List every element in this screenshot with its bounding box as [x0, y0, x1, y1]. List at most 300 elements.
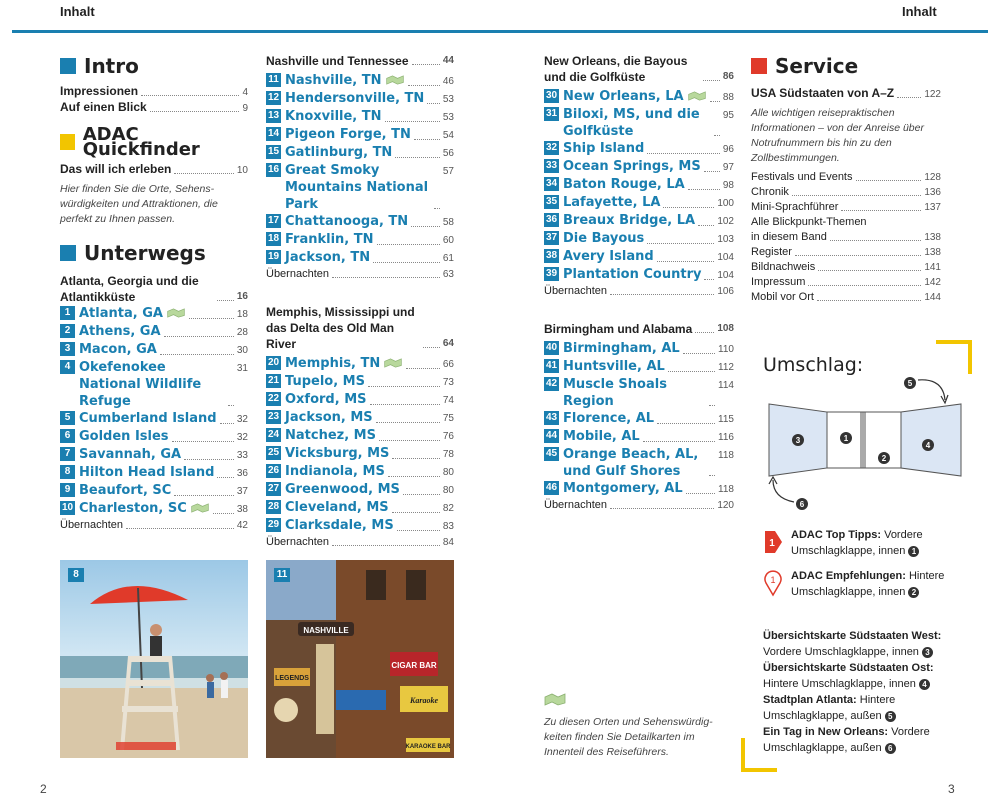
leader-dots [392, 458, 439, 459]
toc-entry[interactable] [266, 249, 454, 267]
toc-entry[interactable] [266, 90, 454, 108]
map-legend-item [763, 724, 963, 756]
toc-page: 66 [442, 359, 454, 370]
entry-number: 31 [545, 108, 558, 119]
toc-row[interactable] [751, 200, 941, 215]
toc-page: 28 [236, 327, 248, 338]
entry-name-text: Cleveland, MS [285, 500, 389, 515]
entry-name [285, 213, 408, 230]
leader-dots [408, 85, 440, 86]
toc-row[interactable] [266, 535, 454, 550]
entry-number: 17 [267, 215, 280, 226]
entry-name-text: Pigeon Forge, TN [285, 127, 411, 142]
leader-dots [332, 277, 440, 278]
toc-entry[interactable] [266, 445, 454, 463]
toc-page: 138 [924, 232, 941, 243]
toc-entry[interactable] [266, 355, 454, 373]
entry-number: 38 [545, 250, 558, 261]
toc-row[interactable] [60, 100, 248, 116]
leader-dots [710, 101, 720, 102]
toc-row[interactable] [751, 245, 941, 260]
entry-number: 36 [545, 214, 558, 225]
toc-entry[interactable] [544, 158, 734, 176]
leader-dots [647, 243, 714, 244]
toc-entry[interactable] [544, 106, 734, 140]
toc-page: 114 [718, 380, 734, 391]
toc-page: 95 [722, 110, 734, 121]
toc-entry[interactable] [60, 359, 248, 410]
entry-number: 7 [60, 447, 75, 461]
toc-label: Bildnachweis [751, 261, 816, 273]
leader-dots [714, 135, 720, 136]
section-marker-icon [60, 134, 75, 150]
toc-page: 88 [722, 92, 734, 103]
entry-name-text: Athens, GA [79, 324, 161, 339]
toc-page: 74 [442, 395, 454, 406]
entry-number: 10 [61, 502, 74, 513]
entry-number: 46 [545, 482, 558, 493]
umschlag-title: Umschlag: [763, 354, 864, 376]
entry-name-text: Franklin, TN [285, 232, 374, 247]
leader-dots [709, 405, 715, 406]
legend-text: Vordere Umschlagklappe, innen [763, 646, 919, 658]
entry-name [285, 499, 389, 516]
entry-name-text: Muscle Shoals Region [563, 377, 667, 409]
entry-name [285, 162, 431, 213]
entry-number: 3 [60, 342, 75, 356]
entry-number: 43 [545, 412, 558, 423]
toc-entry[interactable] [266, 373, 454, 391]
leader-dots [657, 261, 715, 262]
region-heading[interactable] [60, 273, 248, 305]
toc-entry[interactable] [60, 323, 248, 341]
toc-page: 75 [442, 413, 454, 424]
toc-entry[interactable] [544, 446, 734, 480]
section-marker-icon [751, 58, 767, 74]
entry-number: 25 [267, 447, 280, 458]
toc-page: 53 [442, 112, 454, 123]
toc-entry[interactable] [266, 231, 454, 249]
top-tipp-icon [763, 529, 783, 555]
entry-name [563, 410, 654, 427]
legend-bold: Übersichtskarte Südstaaten West: [763, 630, 942, 642]
entry-name-text: Natchez, MS [285, 428, 376, 443]
entry-name-text: Orange Beach, AL, und Gulf Shores [563, 447, 699, 479]
toc-page: 56 [442, 148, 454, 159]
entry-number: 35 [545, 196, 558, 207]
entry-name [79, 446, 181, 463]
toc-page: 83 [442, 521, 454, 532]
toc-entry[interactable] [266, 481, 454, 499]
toc-page: 96 [722, 144, 734, 155]
sign-legends: LEGENDS [275, 675, 309, 682]
toc-entry[interactable] [544, 176, 734, 194]
entry-number: 41 [545, 360, 558, 371]
entry-name-text: Beaufort, SC [79, 483, 172, 498]
legend-text: Vordere Umschlagklappe, innen [791, 529, 923, 557]
toc-entry[interactable] [266, 517, 454, 535]
entry-name-text: Huntsville, AL [563, 359, 665, 374]
entry-number: 5 [60, 411, 75, 425]
legend-num: 6 [885, 743, 896, 754]
leader-dots [688, 189, 720, 190]
toc-entry[interactable] [544, 194, 734, 212]
entry-name-text: Lafayette, LA [563, 195, 661, 210]
toc-entry[interactable] [266, 213, 454, 231]
toc-entry[interactable] [544, 358, 734, 376]
toc-row[interactable] [60, 518, 248, 533]
toc-page: 97 [722, 162, 734, 173]
sign-cigar-bar: CIGAR BAR [391, 661, 437, 670]
leader-dots [189, 318, 234, 319]
leader-dots [808, 285, 921, 286]
leader-dots [174, 173, 234, 174]
entry-name [285, 90, 424, 107]
toc-entry[interactable] [266, 427, 454, 445]
toc-page: 30 [236, 345, 248, 356]
toc-row[interactable] [751, 185, 941, 200]
toc-page: 136 [924, 187, 941, 198]
entry-name [563, 446, 706, 480]
toc-label: in diesem Band [751, 231, 827, 243]
toc-page: 33 [236, 450, 248, 461]
photo-beach-lifeguard [60, 560, 248, 758]
toc-page: 137 [924, 202, 941, 213]
entry-name-text: Indianola, MS [285, 464, 385, 479]
empfehlung-pin-icon [763, 569, 783, 597]
entry-number: 11 [266, 73, 281, 87]
entry-name [285, 126, 411, 143]
entry-name [285, 72, 405, 89]
entry-name-text: Die Bayous [563, 231, 645, 246]
leader-dots [373, 262, 440, 263]
entry-number: 16 [267, 164, 280, 175]
toc-page: 120 [717, 500, 734, 511]
leader-dots [377, 244, 440, 245]
toc-entry[interactable] [544, 248, 734, 266]
entry-name [563, 212, 695, 229]
corner-bracket-top [936, 340, 972, 374]
leader-dots [150, 111, 240, 112]
entry-name [285, 427, 376, 444]
leader-dots [427, 103, 440, 104]
leader-dots [414, 139, 440, 140]
section-quickfinder [60, 124, 248, 160]
entry-name-text: Knoxville, TN [285, 109, 382, 124]
entry-number: 8 [60, 465, 75, 479]
leader-dots [423, 347, 440, 348]
toc-page: 78 [442, 449, 454, 460]
section-title: Service [775, 53, 859, 78]
entry-name [79, 428, 169, 445]
entry-number: 14 [267, 128, 280, 139]
toc-page: 104 [717, 270, 734, 281]
toc-page: 128 [924, 172, 941, 183]
toc-row[interactable] [751, 230, 941, 245]
toc-page: 100 [717, 198, 734, 209]
toc-page: 60 [442, 235, 454, 246]
toc-page: 86 [722, 71, 734, 82]
leader-dots [228, 405, 234, 406]
region-label: Birmingham und Alabama [544, 322, 693, 336]
toc-entry[interactable] [266, 162, 454, 213]
legend-bold: Übersichtskarte Südstaaten Ost: [763, 662, 934, 674]
entry-name-text: Avery Island [563, 249, 654, 264]
entry-name [563, 106, 711, 140]
entry-name-text: Mobile, AL [563, 429, 640, 444]
entry-name-text: Jackson, MS [285, 410, 373, 425]
toc-page: 36 [236, 468, 248, 479]
header-rule [12, 30, 988, 33]
column-service [751, 52, 941, 305]
toc-entry[interactable] [544, 88, 734, 106]
entry-number: 23 [267, 411, 280, 422]
toc-row[interactable] [544, 498, 734, 513]
entry-name [563, 88, 707, 105]
quickfinder-description: Hier finden Sie die Orte, Sehens-würdigkeiten und Attraktionen, die perfekt zu Ihnen passen. [60, 183, 218, 225]
toc-page: 138 [924, 247, 941, 258]
toc-entry[interactable] [266, 108, 454, 126]
leader-dots [647, 153, 720, 154]
legend-bold: Ein Tag in New Orleans: [763, 726, 889, 738]
entry-name-text: Plantation Country [563, 267, 702, 282]
toc-entry[interactable] [60, 446, 248, 464]
toc-entry[interactable] [266, 499, 454, 517]
toc-entry[interactable] [60, 482, 248, 500]
leader-dots [434, 208, 440, 209]
toc-entry[interactable] [544, 230, 734, 248]
entry-name-text: Greenwood, MS [285, 482, 400, 497]
entry-name [563, 140, 644, 157]
toc-entry[interactable] [60, 410, 248, 428]
section-marker-icon [60, 245, 76, 261]
entry-number: 29 [267, 519, 280, 530]
sign-nashville: NASHVILLE [303, 626, 349, 635]
toc-page: 115 [718, 414, 734, 425]
toc-row[interactable] [60, 162, 248, 178]
map-icon [166, 308, 186, 318]
toc-page: 144 [924, 292, 941, 303]
legend-text: Hintere Umschlagklappe, innen [763, 678, 916, 690]
entry-name-text: Atlanta, GA [79, 306, 163, 321]
section-service [751, 52, 941, 80]
toc-entry[interactable] [544, 410, 734, 428]
leader-dots [856, 180, 922, 181]
toc-page: 46 [442, 76, 454, 87]
toc-entry[interactable] [544, 428, 734, 446]
page-number-left: 2 [40, 782, 47, 796]
sign-karaoke: Karaoke [410, 696, 438, 705]
toc-page: 141 [924, 262, 941, 273]
entry-name-text: Savannah, GA [79, 447, 182, 462]
section-marker-icon [60, 58, 76, 74]
toc-page: 53 [442, 94, 454, 105]
entry-name [79, 500, 210, 517]
entry-name [563, 376, 706, 410]
toc-row[interactable] [751, 275, 941, 290]
toc-entry[interactable] [544, 140, 734, 158]
photo-nashville-signs [266, 560, 454, 758]
page-number-right: 3 [948, 782, 955, 796]
entry-name [79, 305, 186, 322]
section-title: Intro [84, 53, 139, 78]
leader-dots [172, 441, 234, 442]
toc-page: 108 [717, 323, 734, 334]
legend-bold: Stadtplan Atlanta: [763, 694, 857, 706]
toc-page: 44 [442, 55, 454, 66]
fold-label-3: 3 [795, 436, 801, 445]
toc-label: Festivals und Events [751, 171, 853, 183]
toc-page: 106 [717, 286, 734, 297]
toc-row[interactable] [751, 170, 941, 185]
toc-entry[interactable] [60, 305, 248, 323]
entry-name-text: Macon, GA [79, 342, 157, 357]
leader-dots [126, 528, 234, 529]
legend-num: 4 [919, 679, 930, 690]
toc-entry[interactable] [266, 409, 454, 427]
region-heading[interactable] [266, 304, 454, 352]
entry-name [79, 359, 225, 410]
entry-number: 2 [60, 324, 75, 338]
leader-dots [817, 300, 921, 301]
fold-label-1: 1 [843, 434, 849, 443]
entry-name-text: Okefenokee National Wildlife Refuge [79, 360, 202, 409]
toc-entry[interactable] [544, 266, 734, 284]
entry-number: 45 [545, 448, 558, 459]
column-intro [60, 52, 248, 533]
legend-bold: ADAC Top Tipps: [791, 529, 882, 541]
entry-name [285, 463, 385, 480]
entry-number: 12 [267, 92, 280, 103]
entry-name [563, 158, 701, 175]
toc-entry[interactable] [266, 126, 454, 144]
entry-number: 44 [545, 430, 558, 441]
toc-entry[interactable] [60, 464, 248, 482]
toc-row[interactable] [751, 290, 941, 305]
entry-name [563, 266, 701, 283]
toc-entry[interactable] [544, 212, 734, 230]
leader-dots [412, 64, 440, 65]
entry-name-text: Golden Isles [79, 429, 169, 444]
entry-number: 4 [60, 360, 75, 374]
toc-page: 57 [442, 166, 454, 177]
leader-dots [695, 332, 714, 333]
fold-label-5: 5 [907, 379, 913, 388]
map-icon [687, 91, 707, 101]
leader-dots [395, 157, 440, 158]
entry-number: 42 [545, 378, 558, 389]
region-heading[interactable] [266, 53, 454, 69]
legend-bold: ADAC Empfehlungen: [791, 570, 906, 582]
leader-dots [184, 459, 234, 460]
leader-dots [830, 240, 921, 241]
toc-entry[interactable] [60, 500, 248, 518]
leader-dots [704, 279, 714, 280]
entry-name-text: Ocean Springs, MS [563, 159, 701, 174]
toc-row[interactable] [544, 284, 734, 299]
leader-dots [668, 371, 715, 372]
toc-page: 37 [236, 486, 248, 497]
toc-label: Übernachten [544, 285, 607, 297]
svg-text:1: 1 [770, 575, 776, 585]
entry-number: 30 [545, 90, 558, 101]
toc-row[interactable] [751, 260, 941, 275]
entry-name-text: Baton Rouge, LA [563, 177, 685, 192]
entry-number: 33 [545, 160, 558, 171]
toc-entry[interactable] [60, 428, 248, 446]
fold-label-4: 4 [925, 441, 931, 450]
entry-name-text: Tupelo, MS [285, 374, 365, 389]
entry-name [563, 194, 660, 211]
entry-name [285, 409, 373, 426]
toc-row[interactable] [266, 267, 454, 282]
toc-page: 4 [242, 87, 248, 98]
entry-name-text: Memphis, TN [285, 356, 381, 371]
entry-name [79, 464, 214, 481]
toc-entry[interactable] [266, 463, 454, 481]
entry-name [285, 231, 374, 248]
toc-page: 9 [242, 103, 248, 114]
leader-dots [897, 97, 921, 98]
entry-name-text: Florence, AL [563, 411, 655, 426]
legend-num: 2 [908, 587, 919, 598]
toc-entry[interactable] [266, 391, 454, 409]
leader-dots [704, 171, 720, 172]
toc-page: 122 [924, 89, 941, 100]
toc-entry[interactable] [544, 340, 734, 358]
toc-entry[interactable] [266, 72, 454, 90]
entry-number: 9 [60, 483, 75, 497]
entry-number: 1 [60, 306, 75, 320]
toc-label: Das will ich erleben [60, 162, 172, 176]
leader-dots [368, 386, 440, 387]
service-description: Alle wichtigen reisepraktischen Informationen – von der Anreise über Notrufnummern bis hin zu den Zollbestimmungen. [751, 107, 924, 164]
toc-label: Übernachten [266, 268, 329, 280]
legend-num: 1 [908, 546, 919, 557]
toc-entry[interactable] [60, 341, 248, 359]
entry-number: 28 [267, 501, 280, 512]
toc-entry[interactable] [544, 376, 734, 410]
toc-page: 110 [718, 344, 734, 355]
leader-dots [703, 80, 720, 81]
toc-page: 38 [236, 504, 248, 515]
region-heading[interactable] [544, 53, 734, 85]
entry-name-text: Biloxi, MS, und die Golfküste [563, 107, 700, 139]
legend-empfehlungen [763, 568, 953, 600]
map-note [544, 692, 734, 760]
toc-entry[interactable] [266, 144, 454, 162]
toc-page: 102 [717, 216, 734, 227]
toc-entry[interactable] [544, 480, 734, 498]
toc-row[interactable] [60, 84, 248, 100]
cover-fold-diagram [765, 372, 970, 514]
leader-dots [841, 210, 921, 211]
toc-row[interactable] [751, 86, 941, 102]
map-icon [385, 75, 405, 85]
map-legend [763, 628, 963, 756]
entry-number: 18 [267, 233, 280, 244]
toc-label: Impressionen [60, 84, 139, 98]
toc-page: 73 [442, 377, 454, 388]
entry-name [79, 323, 161, 340]
region-heading[interactable] [544, 321, 734, 337]
map-icon [383, 358, 403, 368]
toc-page: 84 [442, 537, 454, 548]
entry-name [285, 249, 370, 266]
entry-name-text: Hilton Head Island [79, 465, 215, 480]
beach-scene [60, 560, 248, 758]
sign-karaoke-bar: KARAOKE BAR [405, 744, 451, 750]
